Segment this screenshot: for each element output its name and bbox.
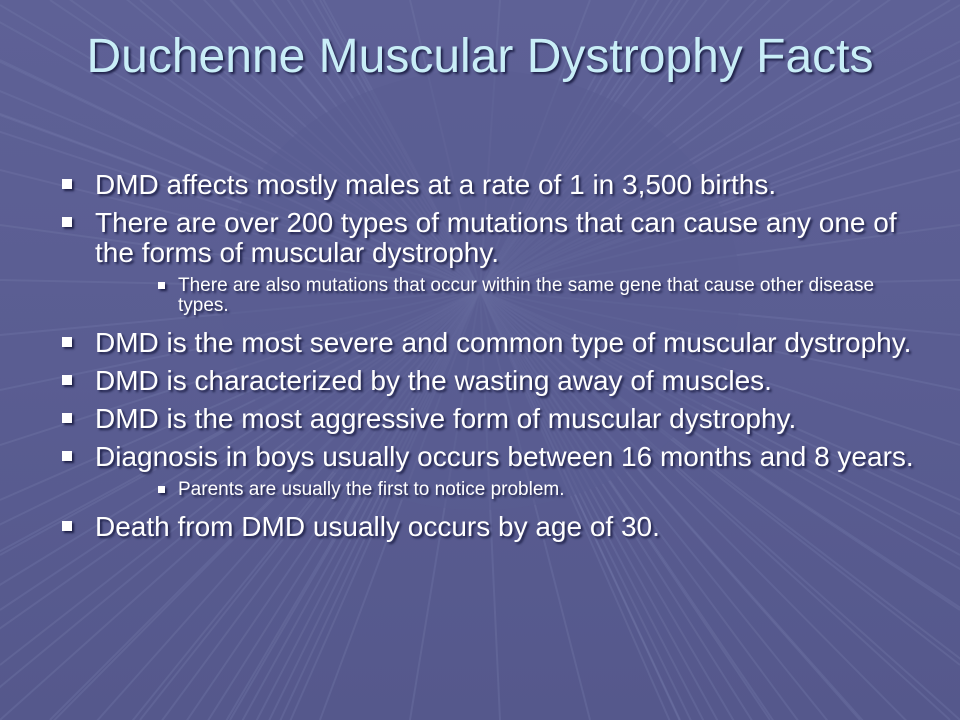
bullet-item bbox=[58, 208, 918, 268]
bullet-text: Death from DMD usually occurs by age of 30. bbox=[95, 511, 660, 542]
bullet-list bbox=[58, 170, 918, 550]
square-bullet-icon bbox=[62, 451, 72, 461]
square-bullet-icon bbox=[62, 217, 72, 227]
square-bullet-icon bbox=[62, 337, 72, 347]
bullet-item bbox=[58, 404, 918, 434]
sub-bullet-text: There are also mutations that occur within the same gene that cause other disease types. bbox=[178, 275, 875, 316]
square-bullet-icon bbox=[158, 486, 165, 493]
bullet-text: DMD affects mostly males at a rate of 1 in 3,500 births. bbox=[95, 169, 777, 200]
sub-bullet-item bbox=[58, 276, 918, 316]
bullet-item bbox=[58, 512, 918, 542]
bullet-text: Diagnosis in boys usually occurs between 16 months and 8 years. bbox=[95, 441, 914, 472]
bullet-item bbox=[58, 442, 918, 472]
slide-title: Duchenne Muscular Dystrophy Facts bbox=[86, 30, 874, 83]
bullet-item bbox=[58, 170, 918, 200]
sub-bullet-item bbox=[58, 480, 918, 500]
sub-bullet-text: Parents are usually the first to notice problem. bbox=[178, 479, 565, 500]
square-bullet-icon bbox=[158, 282, 165, 289]
square-bullet-icon bbox=[62, 375, 72, 385]
bullet-item bbox=[58, 328, 918, 358]
bullet-item bbox=[58, 366, 918, 396]
bullet-text: DMD is the most aggressive form of muscular dystrophy. bbox=[95, 403, 797, 434]
bullet-text: There are over 200 types of mutations that can cause any one of the forms of muscular dystrophy. bbox=[95, 207, 897, 268]
square-bullet-icon bbox=[62, 179, 72, 189]
square-bullet-icon bbox=[62, 521, 72, 531]
square-bullet-icon bbox=[62, 413, 72, 423]
bullet-text: DMD is characterized by the wasting away of muscles. bbox=[95, 365, 772, 396]
bullet-text: DMD is the most severe and common type of muscular dystrophy. bbox=[95, 327, 912, 358]
